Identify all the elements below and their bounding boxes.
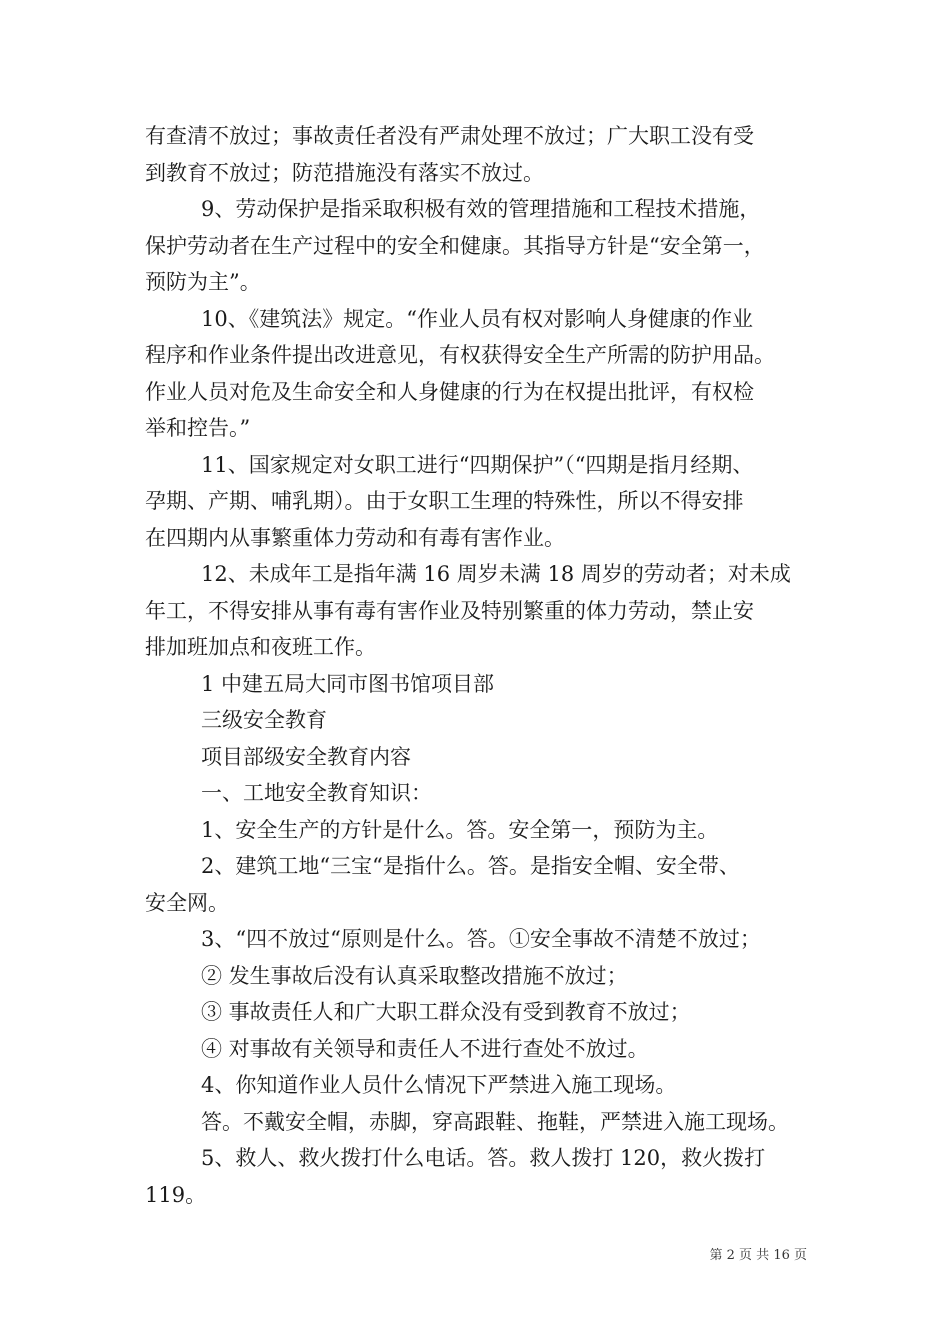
text-line: 答。不戴安全帽，赤脚，穿高跟鞋、拖鞋，严禁进入施工现场。 (201, 1109, 789, 1134)
text-line: 举和控告。” (145, 416, 251, 440)
text-line: 1、安全生产的方针是什么。答。安全第一，预防为主。 (201, 817, 719, 842)
text-line: 年工，不得安排从事有毒有害作业及特别繁重的体力劳动，禁止安 (145, 598, 754, 623)
text-line: ② 发生事故后没有认真采取整改措施不放过； (201, 963, 628, 988)
text-line: 预防为主”。 (145, 270, 261, 294)
text-line: 10、《建筑法》规定。“作业人员有权对影响人身健康的作业 (201, 306, 753, 331)
text-line: 1 中建五局大同市图书馆项目部 (201, 671, 495, 696)
text-line: 3、“四不放过“原则是什么。答。①安全事故不清楚不放过； (201, 927, 761, 951)
text-line: 安全网。 (145, 890, 229, 915)
text-line: 一、工地安全教育知识： (201, 781, 432, 805)
text-line: 4、你知道作业人员什么情况下严禁进入施工现场。 (201, 1073, 677, 1097)
text-line: 11、国家规定对女职工进行“四期保护”（“四期是指月经期、 (201, 452, 754, 477)
text-line: 到教育不放过；防范措施没有落实不放过。 (145, 160, 544, 185)
text-line: 在四期内从事繁重体力劳动和有毒有害作业。 (145, 525, 565, 550)
text-line: 有查清不放过；事故责任者没有严肃处理不放过；广大职工没有受 (145, 124, 754, 148)
text-line: 2、建筑工地“三宝“是指什么。答。是指安全帽、安全带、 (201, 854, 740, 878)
text-line: ④ 对事故有关领导和责任人不进行查处不放过。 (201, 1036, 649, 1061)
text-line: ③ 事故责任人和广大职工群众没有受到教育不放过； (201, 1000, 691, 1024)
page-footer (0, 1244, 807, 1263)
text-line: 项目部级安全教育内容 (201, 744, 411, 769)
text-line: 程序和作业条件提出改进意见，有权获得安全生产所需的防护用品。 (145, 343, 775, 367)
text-line: 三级安全教育 (201, 708, 327, 732)
text-line: 排加班加点和夜班工作。 (145, 635, 376, 659)
text-line: 5、救人、救火拨打什么电话。答。救人拨打 120，救火拨打 (201, 1146, 766, 1170)
text-line: 119。 (145, 1182, 207, 1207)
text-line: 保护劳动者在生产过程中的安全和健康。其指导方针是“安全第一， (145, 233, 765, 258)
page-number: 第 2 页 共 16 页 (709, 1248, 807, 1263)
text-line: 9、劳动保护是指采取积极有效的管理措施和工程技术措施， (201, 197, 761, 221)
text-line: 作业人员对危及生命安全和人身健康的行为在权提出批评，有权检 (145, 379, 754, 404)
text-line: 12、未成年工是指年满 16 周岁未满 18 周岁的劳动者；对未成 (201, 562, 791, 586)
text-line: 孕期、产期、哺乳期）。由于女职工生理的特殊性，所以不得安排 (145, 489, 744, 513)
body-text (145, 118, 810, 1213)
